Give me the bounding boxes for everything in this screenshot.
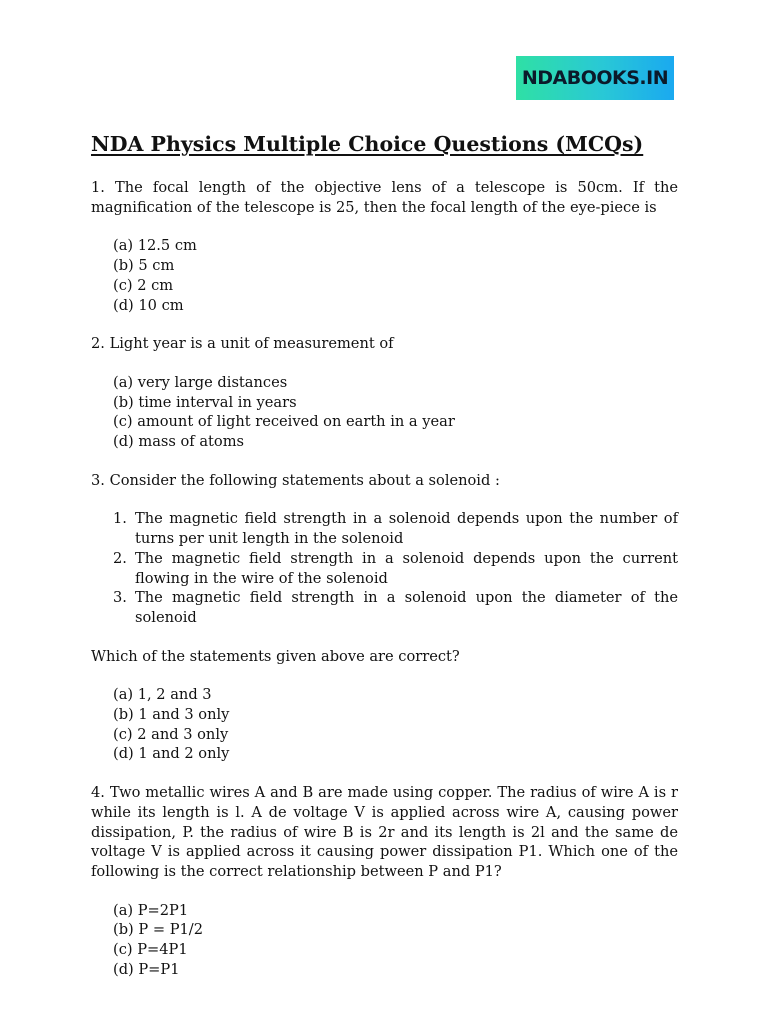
option: (c) 2 cm bbox=[113, 276, 174, 294]
option: (c) 2 and 3 only bbox=[113, 725, 229, 743]
statement-text: The magnetic field strength in a solenoid depends upon the number of turns per unit length in the solenoid bbox=[135, 510, 678, 548]
statement-number: 1. bbox=[113, 510, 127, 528]
questions-content bbox=[91, 178, 678, 999]
question-3 bbox=[91, 471, 678, 764]
option: (c) amount of light received on earth in a year bbox=[113, 413, 455, 431]
statement-number: 2. bbox=[113, 549, 127, 567]
question-1 bbox=[91, 178, 678, 315]
question-4 bbox=[91, 783, 678, 979]
option: (b) 1 and 3 only bbox=[113, 706, 230, 724]
options-list bbox=[113, 901, 678, 980]
statement-number: 3. bbox=[113, 589, 127, 607]
options-list bbox=[113, 373, 678, 452]
question-text: 2. Light year is a unit of measurement of bbox=[91, 335, 394, 353]
ndabooks-logo bbox=[516, 56, 674, 100]
question-text: 4. Two metallic wires A and B are made using copper. The radius of wire A is r while its length is l. A de voltage V is applied across wire A, causing power dissipation, P. the radius of wire B is 2r and its length is 2l and the same de voltage V is applied across it causing power dissipation P1. Which one of the following is the correct relationship between P and P1? bbox=[91, 784, 678, 880]
option: (a) 12.5 cm bbox=[113, 237, 197, 255]
option: (a) 1, 2 and 3 bbox=[113, 686, 212, 704]
statement bbox=[91, 549, 678, 588]
statement bbox=[91, 509, 678, 548]
statement-text: The magnetic field strength in a solenoid depends upon the current flowing in the wire of the solenoid bbox=[135, 549, 678, 587]
statement-text: The magnetic field strength in a solenoid upon the diameter of the solenoid bbox=[135, 589, 678, 626]
options-list bbox=[113, 236, 678, 315]
option: (a) P=2P1 bbox=[113, 901, 189, 919]
page-title: NDA Physics Multiple Choice Questions (MCQs) bbox=[91, 132, 644, 156]
option: (c) P=4P1 bbox=[113, 941, 188, 959]
question-2 bbox=[91, 334, 678, 452]
option: (b) P = P1/2 bbox=[113, 921, 203, 939]
option: (d) 10 cm bbox=[113, 296, 184, 314]
statement bbox=[91, 588, 678, 627]
option: (b) time interval in years bbox=[113, 393, 297, 411]
option: (d) 1 and 2 only bbox=[113, 745, 230, 763]
logo-text: NDABOOKS.IN bbox=[521, 67, 669, 89]
option: (d) mass of atoms bbox=[113, 433, 245, 451]
statements-list bbox=[91, 509, 678, 627]
options-list bbox=[113, 685, 678, 764]
question-text: 3. Consider the following statements about a solenoid : bbox=[91, 471, 500, 489]
option: (d) P=P1 bbox=[113, 960, 180, 978]
option: (a) very large distances bbox=[113, 373, 288, 391]
option: (b) 5 cm bbox=[113, 257, 175, 275]
follow-up-text: Which of the statements given above are correct? bbox=[91, 647, 460, 665]
question-text: 1. The focal length of the objective lens of a telescope is 50cm. If the magnification of the telescope is 25, then the focal length of the eye-piece is bbox=[91, 179, 678, 216]
